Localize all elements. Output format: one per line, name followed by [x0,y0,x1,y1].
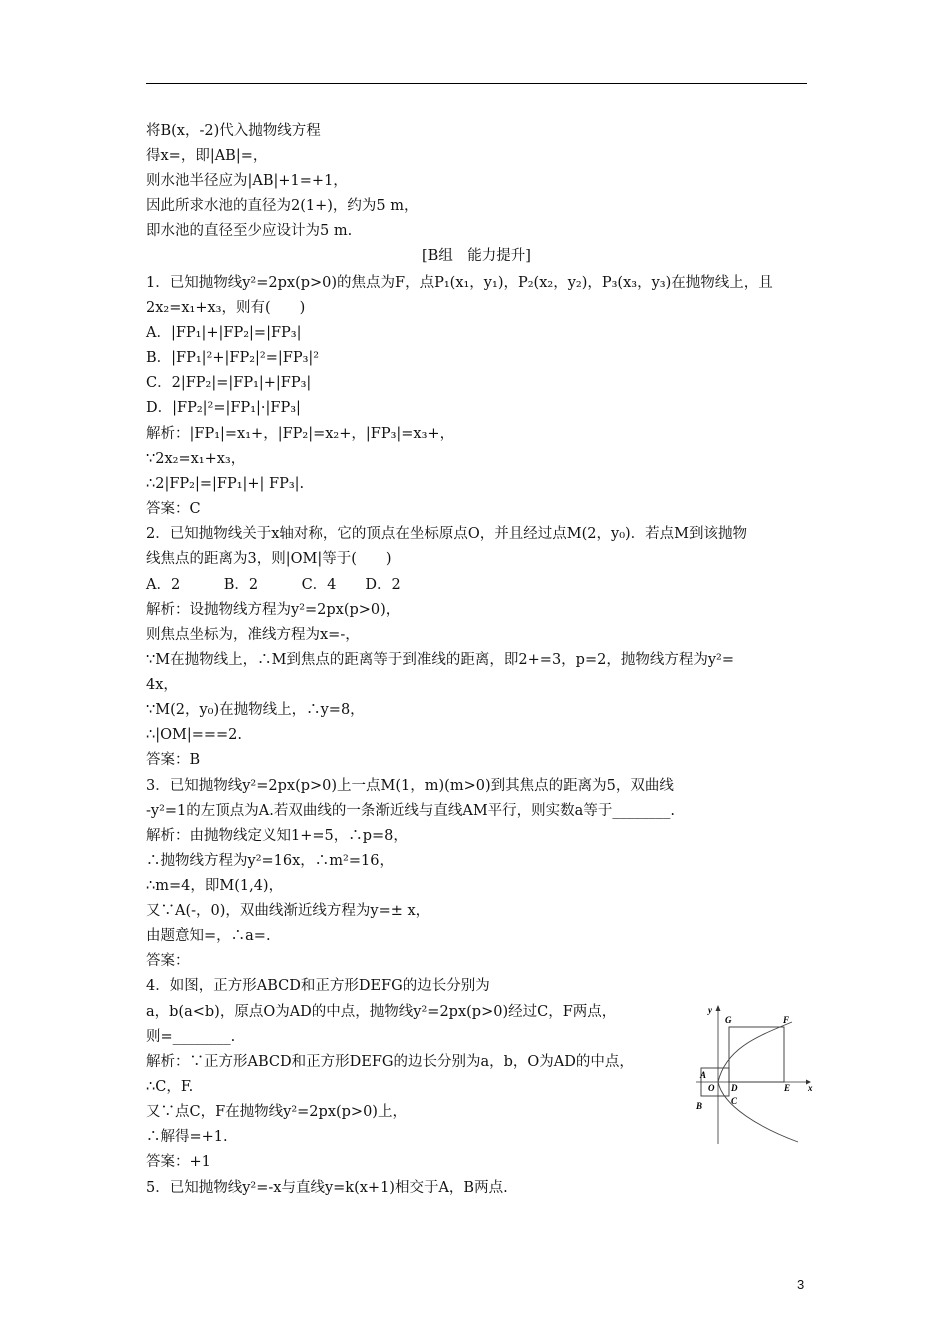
text-line: ∴m=4，即M(1,4)， [146,878,284,894]
text-line: 将B(x，-2)代入抛物线方程 [146,123,321,139]
label-f: F [783,1015,790,1025]
question-3: 3．已知抛物线y²=2px(p>0)上一点M(1，m)(m>0)到其焦点的距离为5，双曲线 [146,778,674,794]
section-heading: [B组 能力提升] [422,248,531,264]
square-defg [729,1027,784,1082]
option-c: C．2|FP₂|=|FP₁|+|FP₃| [146,375,312,391]
label-b: B [696,1101,703,1111]
answer: 答案： [146,953,190,969]
text-line: ∴|OM|===2. [146,727,243,743]
option-d: D．|FP₂|²=|FP₁|·|FP₃| [146,400,301,416]
text-line: ∵M在抛物线上，∴M到焦点的距离等于到准线的距离，即2+=3，p=2，抛物线方程为y²= [146,652,734,668]
text-line: 解析：∵正方形ABCD和正方形DEFG的边长分别为a，b，O为AD的中点， [146,1054,634,1070]
text-line: -y²=1的左顶点为A.若双曲线的一条渐近线与直线AM平行，则实数a等于________. [146,803,675,819]
text-line: 则=________. [146,1029,236,1045]
label-c: C [731,1096,738,1106]
text-line: 由题意知=，∴a=. [146,928,271,944]
text-line: 4x， [146,677,178,693]
y-axis-arrow-icon [716,1005,721,1011]
answer: 答案：+1 [146,1154,211,1170]
text-line: 即水池的直径至少应设计为5 m. [146,223,353,239]
label-e: E [784,1083,791,1093]
text-line: 线焦点的距离为3，则|OM|等于( ) [146,551,392,567]
text-line: ∵2x₂=x₁+x₃， [146,451,246,467]
question-1: 1．已知抛物线y²=2px(p>0)的焦点为F，点P₁(x₁，y₁)，P₂(x₂，y₂)，P₃(x₃，y₃)在抛物线上，且 [146,275,773,291]
label-y: y [708,1005,712,1015]
text-line: 又∵A(-，0)，双曲线渐近线方程为y=± x， [146,903,431,919]
option-a: A．|FP₁|+|FP₂|=|FP₃| [146,325,302,341]
label-x: x [808,1083,813,1093]
text-line: 因此所求水池的直径为2(1+)，约为5 m， [146,198,419,214]
label-g: G [725,1015,732,1025]
text-line: a，b(a<b)，原点O为AD的中点，抛物线y²=2px(p>0)经过C，F两点， [146,1004,617,1020]
page-number: 3 [797,1277,805,1292]
text-line: ∵M(2，y₀)在抛物线上，∴y=8， [146,702,365,718]
text-line: 则水池半径应为|AB|+1=+1， [146,173,348,189]
label-a: A [700,1070,707,1080]
text-line: ∴2|FP₂|=|FP₁|+| FP₃|. [146,476,305,492]
text-line: 解析：|FP₁|=x₁+，|FP₂|=x₂+，|FP₃|=x₃+， [146,426,455,442]
options: A．2 B．2 C．4 D．2 [146,577,401,593]
question-2: 2．已知抛物线关于x轴对称，它的顶点在坐标原点O，并且经过点M(2，y₀)．若点M到该抛物 [146,526,748,542]
text-line: ∴解得=+1. [146,1129,228,1145]
option-b: B．|FP₁|²+|FP₂|²=|FP₃|² [146,350,320,366]
answer: 答案：C [146,501,201,517]
answer: 答案：B [146,752,201,768]
text-line: 解析：设抛物线方程为y²=2px(p>0)， [146,602,401,618]
parabola-squares-figure [688,1000,816,1150]
text-line: ∴抛物线方程为y²=16x，∴m²=16， [146,853,394,869]
text-line: ∴C，F. [146,1079,194,1095]
label-o: O [708,1083,715,1093]
text-line: 又∵点C，F在抛物线y²=2px(p>0)上， [146,1104,407,1120]
question-5: 5．已知抛物线y²=-x与直线y=k(x+1)相交于A，B两点. [146,1180,508,1196]
text-line: 得x=，即|AB|=， [146,148,268,164]
label-d: D [731,1083,738,1093]
header-rule [146,83,807,84]
text-line: 解析：由抛物线定义知1+=5，∴p=8， [146,828,408,844]
text-line: 则焦点坐标为，准线方程为x=-， [146,627,360,643]
text-line: 2x₂=x₁+x₃，则有( ) [146,300,306,316]
question-4: 4．如图，正方形ABCD和正方形DEFG的边长分别为 [146,978,490,994]
